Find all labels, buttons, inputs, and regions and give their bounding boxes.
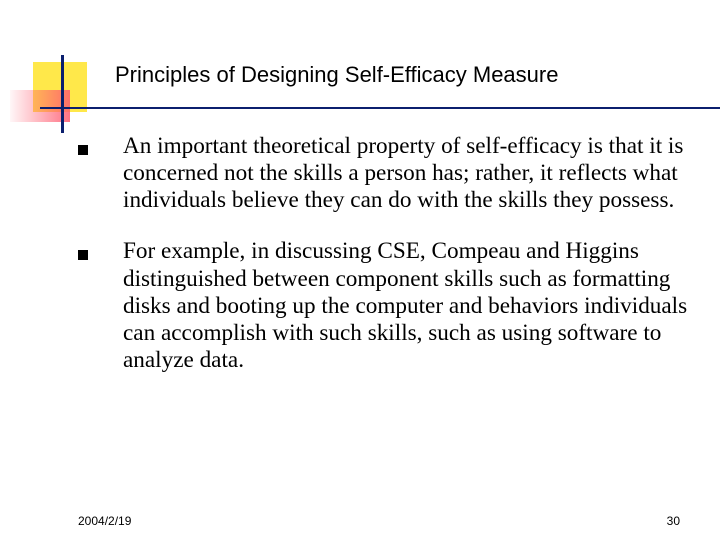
square-bullet-icon: [78, 250, 88, 260]
bullet-item: [78, 133, 698, 214]
slide-title: Principles of Designing Self-Efficacy Measure: [115, 62, 559, 87]
square-bullet-icon: [78, 145, 88, 155]
bullet-list: [78, 133, 698, 398]
decorative-vertical-line: [61, 55, 64, 133]
slide-number: 30: [666, 514, 680, 528]
bullet-text: For example, in discussing CSE, Compeau and Higgins distinguished between component skills such as formatting disks and booting up the computer and behaviors individuals can accomplish with such skills, such as using software to analyze data.: [123, 238, 688, 373]
bullet-item: [78, 238, 698, 374]
bullet-text: An important theoretical property of self-efficacy is that it is concerned not the skills a person has; rather, it reflects what individuals believe they can do with the skills they possess.: [123, 133, 684, 214]
title-underline: [40, 107, 720, 109]
footer-date: 2004/2/19: [78, 514, 132, 528]
